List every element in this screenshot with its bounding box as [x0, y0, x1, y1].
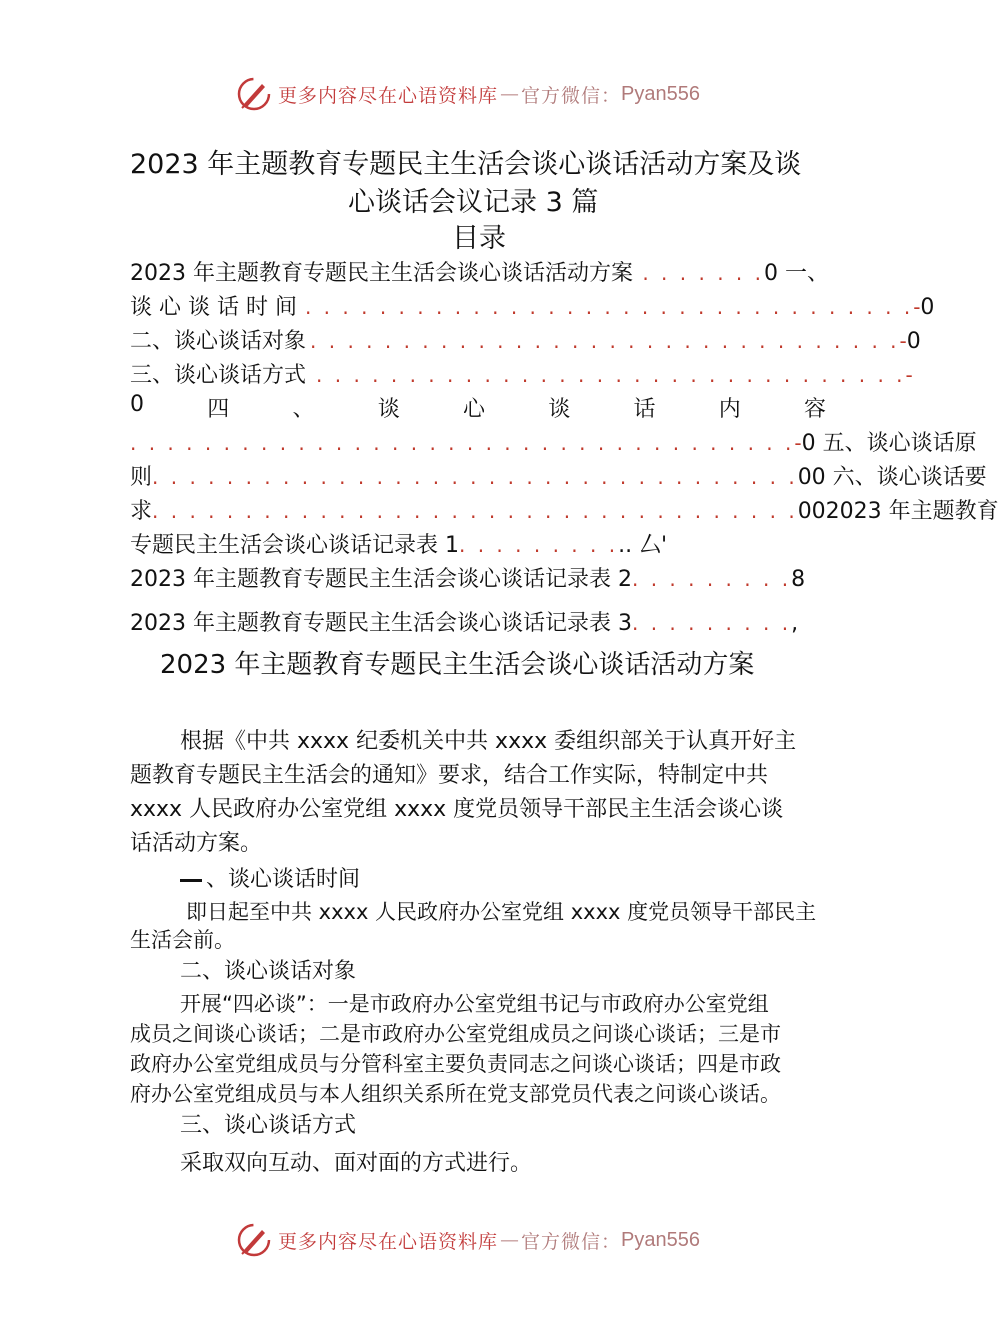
watermark-top: [236, 74, 700, 114]
toc-row-4-dots: . . . . . . . . . . . . . . . . . . . . . . . . . . . . . . . .: [316, 363, 906, 387]
watermark-text: 更多内容尽在心语资料库: [278, 84, 499, 107]
toc-row-5-char: 话: [633, 397, 656, 422]
toc-row-5-char: 0: [130, 392, 144, 417]
toc-row-6-tail: 0 五、谈心谈话原: [801, 431, 977, 456]
toc-row-7[interactable]: [130, 460, 987, 491]
toc-row-10-text: 2023 年主题教育专题民主生活会谈心谈话记录表 2: [130, 567, 632, 592]
toc-row-1-text: 2023 年主题教育专题民主生活会谈心谈话活动方案: [130, 261, 633, 286]
pen-logo-icon: [236, 1222, 272, 1258]
p1-line-1: 即日起至中共 xxxx 人民政府办公室党组 xxxx 度党员领导干部民主: [186, 900, 817, 924]
toc-row-5[interactable]: [130, 392, 826, 423]
intro-line-2: 题教育专题民主生活会的通知》要求，结合工作实际，特制定中共: [130, 763, 769, 788]
watermark-wechat-label: 官方微信：: [521, 1230, 622, 1253]
toc-row-8-text: 求: [130, 499, 153, 524]
heading-3: 三、谈心谈话方式: [180, 1113, 357, 1138]
toc-row-6[interactable]: [130, 426, 977, 457]
section-title: 2023 年主题教育专题民主生活会谈心谈话活动方案: [160, 650, 755, 680]
toc-row-5-char: 四: [207, 397, 230, 422]
doc-title-line1: 2023 年主题教育专题民主生活会谈心谈话活动方案及谈: [130, 149, 802, 180]
toc-row-11-text: 2023 年主题教育专题民主生活会谈心谈话记录表 3: [130, 611, 632, 636]
toc-row-5-char: 谈: [548, 397, 571, 422]
heading-2: 二、谈心谈话对象: [180, 959, 357, 984]
toc-row-2-text: 谈 心 谈 话 时 间: [130, 295, 297, 320]
toc-row-9-text: 专题民主生活会谈心谈话记录表 1: [130, 533, 459, 558]
toc-row-1-dots: . . . . . . .: [632, 261, 764, 285]
intro-line-4: 话活动方案。: [130, 831, 263, 856]
watermark-wechat-id: Pyan556: [621, 1228, 700, 1251]
toc-row-2-mark: -: [913, 295, 921, 319]
toc-row-1-tail: 0 一、: [764, 261, 829, 286]
toc-row-5-char: 内: [718, 397, 741, 422]
toc-row-5-char: 心: [462, 397, 485, 422]
toc-row-3[interactable]: [130, 324, 921, 355]
toc-row-3-text: 二、谈心谈话对象: [130, 329, 307, 354]
toc-row-5-char: 谈: [377, 397, 400, 422]
toc-row-11-dots: . . . . . . . . .: [631, 611, 792, 635]
toc-row-2-tail: 0: [920, 295, 935, 320]
toc-row-4-text: 三、谈心谈话方式: [130, 363, 307, 388]
toc-row-2[interactable]: [130, 290, 935, 321]
watermark-bottom: [236, 1220, 700, 1260]
toc-row-7-tail: 00 六、谈心谈话要: [797, 465, 987, 490]
toc-row-10-tail: 8: [791, 567, 806, 592]
toc-row-3-dots: . . . . . . . . . . . . . . . . . . . . . . . . . . . . . . . .: [310, 329, 900, 353]
pen-logo-icon: [236, 76, 272, 112]
toc-row-5-char: 容: [803, 397, 826, 422]
toc-heading: 目录: [452, 223, 506, 254]
watermark-text: 更多内容尽在心语资料库: [278, 1230, 499, 1253]
toc-row-6-mark: -: [794, 431, 802, 455]
toc-row-9-dots: . . . . . . . . .: [459, 533, 619, 557]
toc-row-10[interactable]: [130, 562, 805, 593]
toc-row-3-mark: -: [899, 329, 907, 353]
intro-line-3: xxxx 人民政府办公室党组 xxxx 度党员领导干部民主生活会谈心谈: [130, 797, 784, 822]
toc-row-8-tail: 002023 年主题教育: [797, 499, 999, 524]
toc-row-9[interactable]: [130, 528, 667, 559]
intro-line-1: 根据《中共 xxxx 纪委机关中共 xxxx 委组织部关于认真开好主: [180, 729, 797, 754]
watermark-wechat-id: Pyan556: [621, 82, 700, 105]
p2-line-4: 府办公室党组成员与本人组织关系所在党支部党员代表之问谈心谈话。: [130, 1082, 781, 1106]
toc-row-11-tail: ,: [791, 611, 799, 636]
p2-line-1: 开展“四必谈”：一是市政府办公室党组书记与市政府办公室党组: [180, 992, 769, 1016]
toc-row-11[interactable]: [130, 606, 798, 637]
toc-row-4-mark: -: [905, 363, 913, 387]
p2-line-3: 政府办公室党组成员与分管科室主要负责同志之问谈心谈话；四是市政: [130, 1052, 781, 1076]
toc-row-2-dots: . . . . . . . . . . . . . . . . . . . . . . . . . . . . . . . . .: [304, 295, 914, 319]
toc-row-3-tail: 0: [906, 329, 921, 354]
watermark-wechat-label: 官方微信：: [521, 84, 622, 107]
toc-row-4[interactable]: [130, 358, 913, 389]
watermark-dash: —: [500, 83, 520, 105]
watermark-dash: —: [500, 1229, 520, 1251]
heading-1-text: 、谈心谈话时间: [206, 867, 361, 892]
toc-row-8[interactable]: [130, 494, 999, 525]
toc-row-7-dots: . . . . . . . . . . . . . . . . . . . . . . . . . . . . . . . . . . .: [152, 465, 798, 489]
toc-row-5-char: 、: [292, 397, 315, 422]
toc-row-9-tail: .. 厶': [618, 533, 668, 558]
toc-row-10-dots: . . . . . . . . .: [631, 567, 792, 591]
heading-1: [180, 862, 360, 893]
p3: 采取双向互动、面对面的方式进行。: [180, 1151, 533, 1176]
toc-row-8-dots: . . . . . . . . . . . . . . . . . . . . . . . . . . . . . . . . . . .: [152, 499, 798, 523]
heading-1-dash: [180, 879, 202, 882]
p1-line-2: 生活会前。: [130, 928, 235, 952]
p2-line-2: 成员之间谈心谈话；二是市政府办公室党组成员之问谈心谈话；三是市: [130, 1022, 781, 1046]
doc-title-line2: 心谈话会议记录 3 篇: [348, 187, 599, 218]
toc-row-6-dots: . . . . . . . . . . . . . . . . . . . . . . . . . . . . . . . . . . . .: [130, 431, 795, 455]
toc-row-7-text: 则: [130, 465, 153, 490]
toc-row-1[interactable]: [130, 256, 829, 287]
